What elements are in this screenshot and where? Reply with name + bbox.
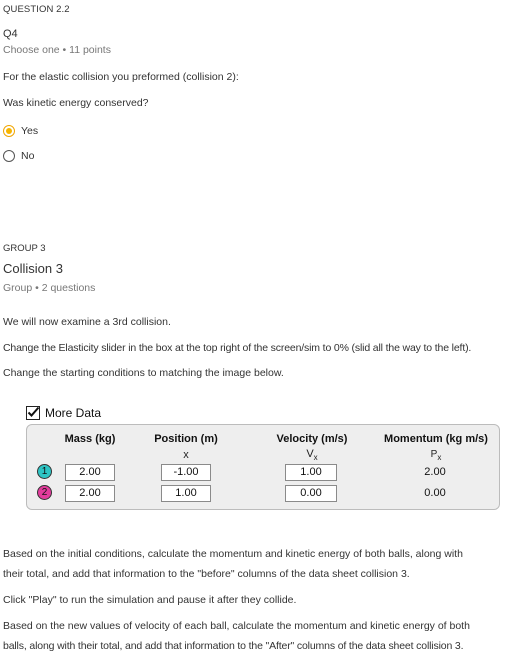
ball-2-icon: 2 [37,485,52,500]
mass-input-ball-1[interactable]: 2.00 [65,464,115,481]
symbol-momentum: $P_x$ [430,449,442,463]
option-no[interactable] [3,149,34,163]
velocity-input-ball-1[interactable]: 1.00 [285,464,337,481]
velocity-input-ball-2[interactable]: 0.00 [285,485,337,502]
position-input-ball-1[interactable]: -1.00 [161,464,211,481]
header-position: Position (m) [154,433,218,445]
question-text: Was kinetic energy conserved? [3,97,149,109]
option-yes[interactable] [3,124,38,138]
question-prompt: For the elastic collision you preformed (collision 2): [3,71,239,83]
radio-selected-icon[interactable] [3,125,15,137]
group-meta: Group • 2 questions [3,282,96,294]
more-data-label: More Data [45,406,102,420]
group-paragraph: Change the Elasticity slider in the box at the top right of the screen/sim to 0% (slid all the way to the left). [3,342,472,354]
checkbox-checked-icon[interactable] [26,406,40,420]
group-paragraph: Change the starting conditions to matching the image below. [3,367,284,379]
group-paragraph: We will now examine a 3rd collision. [3,316,171,328]
instruction-play: Click "Play" to run the simulation and pause it after they collide. [3,594,297,606]
ball-1-icon: 1 [37,464,52,479]
more-data-toggle[interactable] [26,406,101,420]
group-label: GROUP 3 [3,243,46,254]
position-input-ball-2[interactable]: 1.00 [161,485,211,502]
header-mass: Mass (kg) [64,433,116,445]
instruction-after-line1: Based on the new values of velocity of each ball, calculate the momentum and kinetic energy of both [3,620,470,632]
symbol-velocity: $V_x$ [306,448,318,463]
instruction-before-line1: Based on the initial conditions, calculate the momentum and kinetic energy of both balls, along with [3,548,463,560]
option-label: Yes [21,125,39,137]
instruction-after-line2: balls, along with their total, and add that information to the "After" columns of the data sheet collision 3. [3,640,464,652]
option-label: No [21,150,35,162]
more-data-panel [26,424,500,510]
question-number: Q4 [3,28,18,40]
header-momentum: Momentum (kg m/s) [384,433,488,445]
group-title: Collision 3 [3,261,63,276]
question-label: QUESTION 2.2 [3,4,70,15]
radio-empty-icon[interactable] [3,150,15,162]
momentum-value-ball-1: 2.00 [424,466,446,478]
question-meta: Choose one • 11 points [3,44,111,56]
symbol-position: x [183,449,189,461]
instruction-before-line2: their total, and add that information to the "before" columns of the data sheet collision 3. [3,568,410,580]
momentum-value-ball-2: 0.00 [424,487,446,499]
header-velocity: Velocity (m/s) [276,433,348,445]
mass-input-ball-2[interactable]: 2.00 [65,485,115,502]
